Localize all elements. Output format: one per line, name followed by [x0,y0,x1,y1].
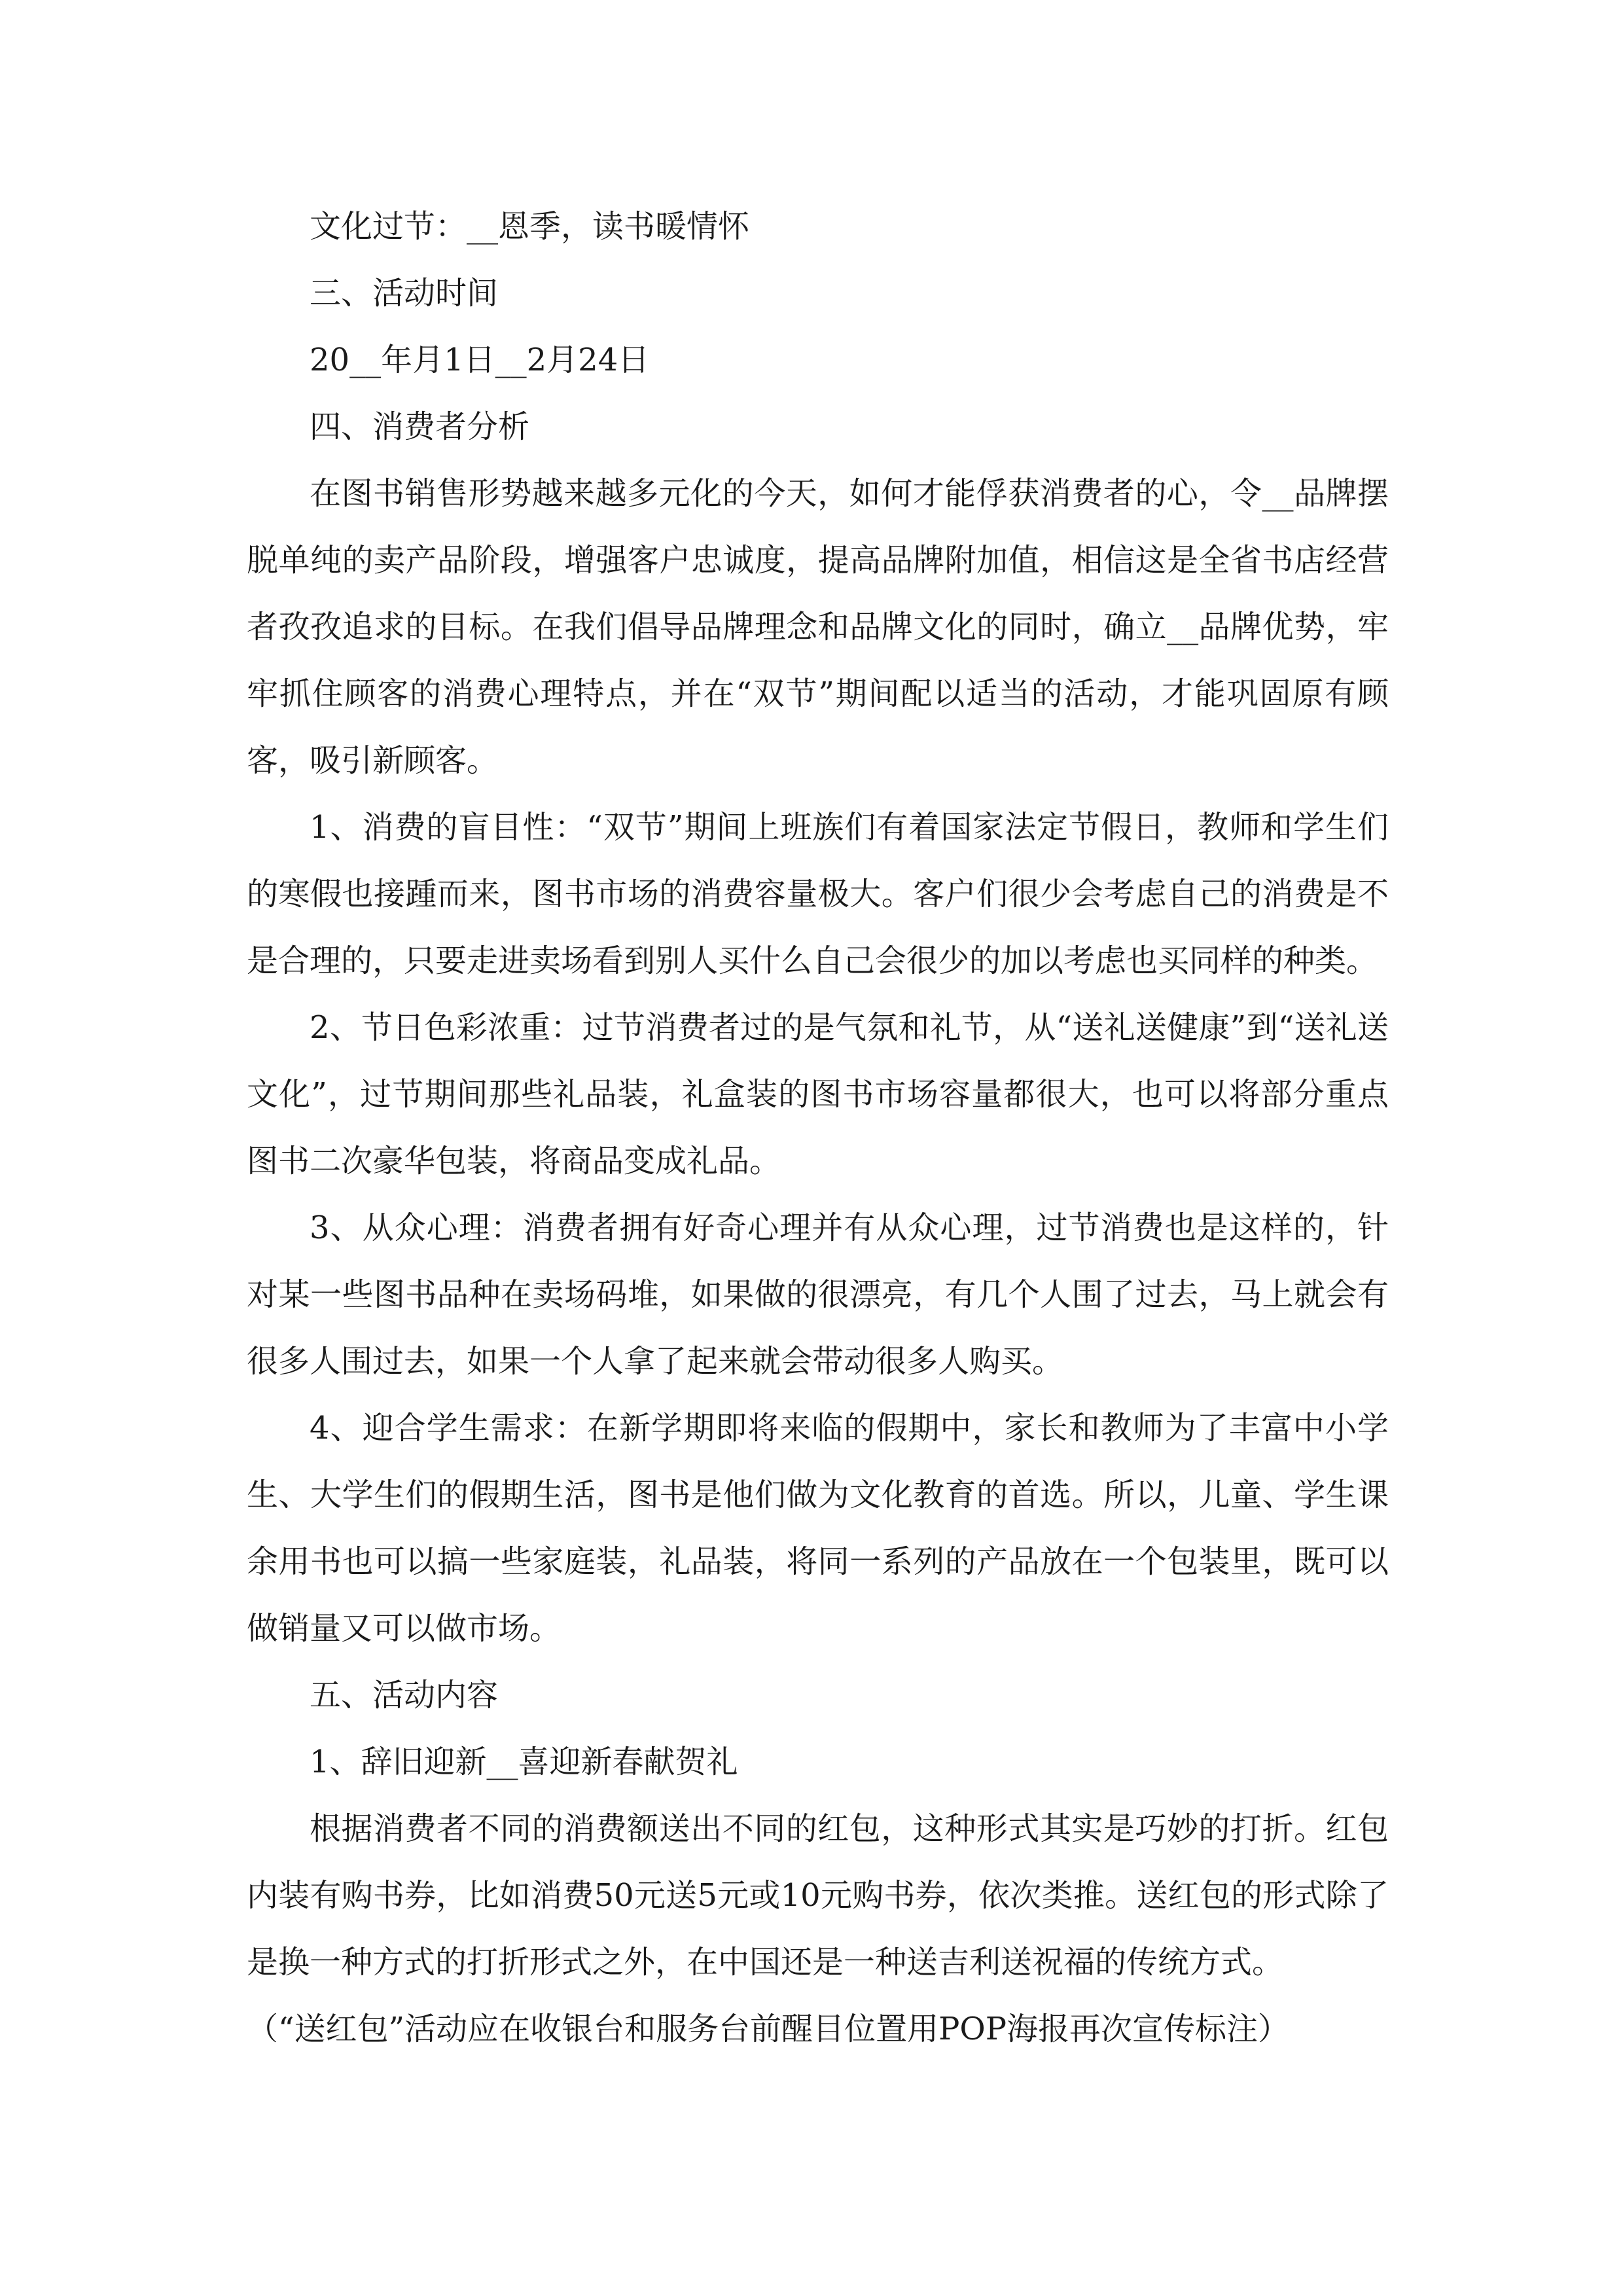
section-5-heading: 五、活动内容 [310,1677,499,1713]
analysis-point-4: 4、迎合学生需求：在新学期即将来临的假期中，家长和教师为了丰富中小学生、大学生们的假期生活，图书是他们做为文化教育的首选。所以，儿童、学生课余用书也可以搞一些家庭装，礼品装，将同一系列的产品放在一个包装里，既可以做销量又可以做市场。 [247,1410,1389,1647]
section-4-heading: 四、消费者分析 [310,408,530,445]
document-body [247,193,1389,2062]
red-envelope-note: （“送红包”活动应在收银台和服务台前醒目位置用POP海报再次宣传标注） [247,2011,1290,2047]
analysis-point-1: 1、消费的盲目性：“双节”期间上班族们有着国家法定节假日，教师和学生们的寒假也接踵而来，图书市场的消费容量极大。客户们很少会考虑自己的消费是不是合理的，只要走进卖场看到别人买什么自己会很少的加以考虑也买同样的种类。 [247,809,1389,979]
analysis-point-3: 3、从众心理：消费者拥有好奇心理并有从众心理，过节消费也是这样的，针对某一些图书品种在卖场码堆，如果做的很漂亮，有几个人围了过去，马上就会有很多人围过去，如果一个人拿了起来就会带动很多人购买。 [247,1210,1389,1380]
analysis-point-2: 2、节日色彩浓重：过节消费者过的是气氛和礼节，从“送礼送健康”到“送礼送文化”，过节期间那些礼品装，礼盒装的图书市场容量都很大，也可以将部分重点图书二次豪华包装，将商品变成礼品。 [247,1009,1389,1179]
red-envelope-paragraph: 根据消费者不同的消费额送出不同的红包，这种形式其实是巧妙的打折。红包内装有购书券，比如消费50元送5元或10元购书券，依次类推。送红包的形式除了是换一种方式的打折形式之外，在中国还是一种送吉利送祝福的传统方式。 [247,1810,1389,1981]
consumer-analysis-intro: 在图书销售形势越来越多元化的今天，如何才能俘获消费者的心，令__品牌摆脱单纯的卖产品阶段，增强客户忠诚度，提高品牌附加值，相信这是全省书店经营者孜孜追求的目标。在我们倡导品牌理念和品牌文化的同时，确立__品牌优势，牢牢抓住顾客的消费心理特点，并在“双节”期间配以适当的活动，才能巩固原有顾客，吸引新顾客。 [247,475,1389,779]
section-3-heading: 三、活动时间 [310,275,499,312]
activity-date-line: 20__年月1日__2月24日 [310,342,650,378]
culture-festival-line: 文化过节：__恩季，读书暖情怀 [310,208,750,245]
activity-item-1-heading: 1、辞旧迎新__喜迎新春献贺礼 [310,1744,738,1780]
